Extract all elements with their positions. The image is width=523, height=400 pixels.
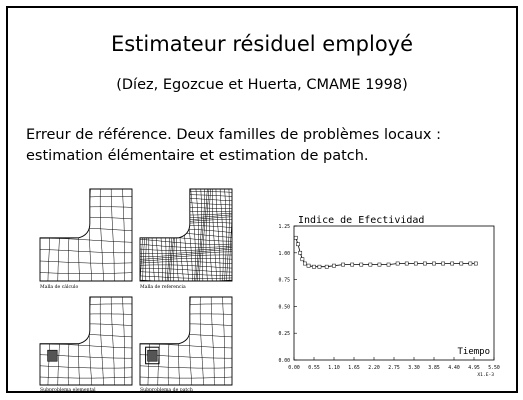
data-point [387,263,390,266]
data-point [432,262,435,265]
mesh-caption-calculation: Malla de cálculo [40,285,79,290]
effectivity-chart [254,204,504,382]
x-tick-label: 2.20 [368,366,380,371]
data-point [341,263,344,266]
data-point [474,262,477,265]
mesh-lines [38,295,134,387]
x-tick-label: 1.65 [348,366,360,371]
y-tick-label: 0.00 [278,359,290,364]
data-point [294,236,297,239]
mesh-reference [138,187,234,283]
mesh-lines [138,295,234,387]
data-point [307,264,310,267]
data-point [414,262,417,265]
slide [6,6,518,393]
mesh-calculation [38,187,134,283]
slide-title: Estimateur résiduel employé [110,32,414,56]
slide-body: Erreur de référence. Deux familles de problèmes locaux : estimation élémentaire et estimation de patch. [26,127,441,164]
x-tick-label: 2.75 [388,366,400,371]
mesh-subproblem-element [38,295,134,387]
mesh-lines [38,187,134,283]
data-point [299,251,302,254]
data-point [351,263,354,266]
data-point [451,262,454,265]
data-point [396,262,399,265]
mesh-caption-patch: Subproblema de patch [140,388,193,393]
mesh-lines [138,187,234,283]
y-tick-label: 1.00 [278,251,290,257]
data-point [423,262,426,265]
mesh-caption-element: Subproblema elemental [40,388,96,393]
data-point [460,262,463,265]
data-point [332,264,335,267]
y-tick-label: 0.75 [278,278,290,284]
data-point [325,265,328,268]
data-point [469,262,472,265]
mesh-subproblem-patch [138,295,234,387]
data-point [378,263,381,266]
y-tick-label: 0.25 [278,332,290,338]
y-tick-label: 1.25 [278,225,290,230]
chart-title: Indice de Efectividad [298,215,425,226]
x-tick-label: 3.85 [428,366,440,371]
slide-subtitle: (Díez, Egozcue et Huerta, CMAME 1998) [116,77,408,93]
chart-frame [294,226,494,360]
x-tick-label: 1.10 [328,366,340,371]
x-tick-label: 3.30 [408,366,420,371]
x-tick-label: 4.40 [448,366,460,371]
x-multiplier-label: X1.E-3 [477,373,494,378]
mesh-caption-reference: Malla de referencia [140,285,186,290]
series-line [296,238,476,267]
x-tick-label: 5.50 [488,366,500,371]
data-point [301,258,304,261]
x-tick-label: 0.55 [308,366,320,371]
data-point [405,262,408,265]
data-point [318,265,321,268]
data-point [312,265,315,268]
data-point [360,263,363,266]
data-point [296,243,299,246]
y-tick-label: 0.50 [278,305,290,311]
data-point [303,262,306,265]
data-point [441,262,444,265]
x-tick-label: 4.95 [468,366,480,371]
x-tick-label: 0.00 [288,366,300,371]
data-point [369,263,372,266]
x-axis-label: Tiempo [457,347,490,357]
